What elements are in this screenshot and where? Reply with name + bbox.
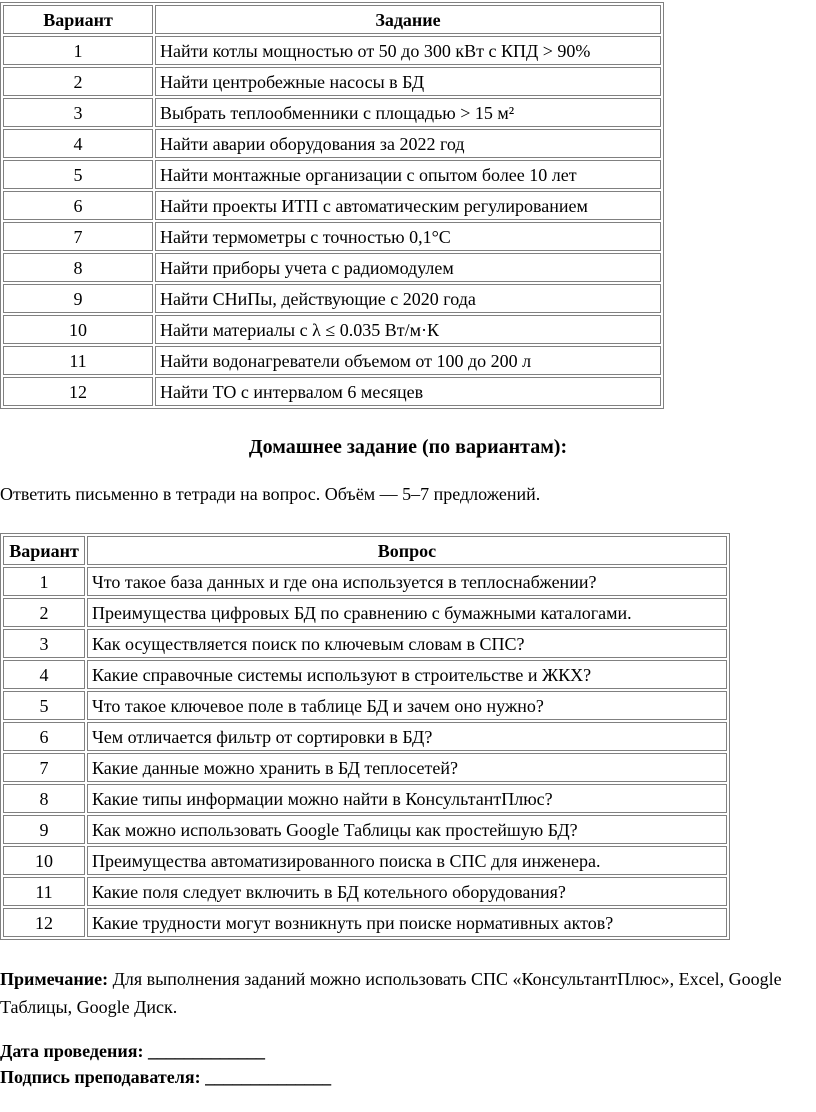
- table-row: [3, 98, 661, 127]
- variant-number: 11: [3, 877, 85, 906]
- signature-blank: ______________: [200, 1067, 332, 1087]
- variant-number: 3: [3, 98, 153, 127]
- signature-label: Подпись преподавателя:: [0, 1067, 201, 1087]
- table-row: [3, 36, 661, 65]
- question-text: Чем отличается фильтр от сортировки в БД?: [87, 722, 727, 751]
- variant-number: 1: [3, 36, 153, 65]
- variant-number: 10: [3, 315, 153, 344]
- variant-number: 6: [3, 722, 85, 751]
- table-row: [3, 629, 727, 658]
- variant-number: 12: [3, 377, 153, 406]
- question-text: Какие трудности могут возникнуть при поиске нормативных актов?: [87, 908, 727, 937]
- date-line: [0, 1041, 265, 1062]
- table-row: [3, 753, 727, 782]
- table-row: [3, 722, 727, 751]
- table-row: [3, 346, 661, 375]
- column-header-variant: Вариант: [3, 5, 153, 34]
- table-row: [3, 222, 661, 251]
- variant-number: 8: [3, 253, 153, 282]
- question-text: Что такое база данных и где она используется в теплоснабжении?: [87, 567, 727, 596]
- variant-number: 10: [3, 846, 85, 875]
- question-text: Какие поля следует включить в БД котельного оборудования?: [87, 877, 727, 906]
- tasks-table: [0, 2, 664, 409]
- table-row: [3, 129, 661, 158]
- date-blank: _____________: [143, 1041, 265, 1061]
- homework-instruction: Ответить письменно в тетради на вопрос. Объём — 5–7 предложений.: [0, 484, 541, 504]
- column-header-question: Вопрос: [87, 536, 727, 565]
- task-text: Найти аварии оборудования за 2022 год: [155, 129, 661, 158]
- task-text: Найти СНиПы, действующие с 2020 года: [155, 284, 661, 313]
- question-text: Какие данные можно хранить в БД теплосетей?: [87, 753, 727, 782]
- task-text: Найти ТО с интервалом 6 месяцев: [155, 377, 661, 406]
- task-text: Найти котлы мощностью от 50 до 300 кВт с КПД > 90%: [155, 36, 661, 65]
- question-text: Что такое ключевое поле в таблице БД и зачем оно нужно?: [87, 691, 727, 720]
- table-row: [3, 284, 661, 313]
- table-row: [3, 691, 727, 720]
- note-label: Примечание:: [0, 969, 109, 989]
- question-text: Преимущества автоматизированного поиска в СПС для инженера.: [87, 846, 727, 875]
- variant-number: 12: [3, 908, 85, 937]
- table-row: [3, 567, 727, 596]
- task-text: Найти центробежные насосы в БД: [155, 67, 661, 96]
- task-text: Найти материалы с λ ≤ 0.035 Вт/м·К: [155, 315, 661, 344]
- variant-number: 5: [3, 691, 85, 720]
- variant-number: 6: [3, 191, 153, 220]
- signature-line: [0, 1067, 331, 1088]
- question-text: Какие типы информации можно найти в КонсультантПлюс?: [87, 784, 727, 813]
- note-paragraph: [0, 965, 812, 1021]
- question-text: Как осуществляется поиск по ключевым словам в СПС?: [87, 629, 727, 658]
- note-text: Для выполнения заданий можно использовать СПС «КонсультантПлюс», Excel, Google Таблицы, Google Диск.: [0, 969, 782, 1017]
- variant-number: 7: [3, 222, 153, 251]
- table-row: [3, 67, 661, 96]
- variant-number: 2: [3, 67, 153, 96]
- task-text: Найти водонагреватели объемом от 100 до 200 л: [155, 346, 661, 375]
- variant-number: 4: [3, 129, 153, 158]
- table-row: [3, 253, 661, 282]
- question-text: Какие справочные системы используют в строительстве и ЖКХ?: [87, 660, 727, 689]
- table-row: [3, 877, 727, 906]
- table-row: [3, 377, 661, 406]
- task-text: Выбрать теплообменники с площадью > 15 м²: [155, 98, 661, 127]
- table-header-row: [3, 5, 661, 34]
- table-header-row: [3, 536, 727, 565]
- table-row: [3, 660, 727, 689]
- table-row: [3, 598, 727, 627]
- table-row: [3, 784, 727, 813]
- task-text: Найти монтажные организации с опытом более 10 лет: [155, 160, 661, 189]
- homework-heading: Домашнее задание (по вариантам):: [248, 436, 568, 458]
- table-row: [3, 846, 727, 875]
- table-row: [3, 160, 661, 189]
- task-text: Найти приборы учета с радиомодулем: [155, 253, 661, 282]
- table-row: [3, 908, 727, 937]
- task-text: Найти термометры с точностью 0,1°C: [155, 222, 661, 251]
- variant-number: 9: [3, 815, 85, 844]
- table-row: [3, 815, 727, 844]
- table-row: [3, 315, 661, 344]
- table-row: [3, 191, 661, 220]
- variant-number: 11: [3, 346, 153, 375]
- task-text: Найти проекты ИТП с автоматическим регулированием: [155, 191, 661, 220]
- variant-number: 7: [3, 753, 85, 782]
- column-header-variant: Вариант: [3, 536, 85, 565]
- variant-number: 9: [3, 284, 153, 313]
- question-text: Преимущества цифровых БД по сравнению с бумажными каталогами.: [87, 598, 727, 627]
- variant-number: 5: [3, 160, 153, 189]
- column-header-task: Задание: [155, 5, 661, 34]
- date-label: Дата проведения:: [0, 1041, 144, 1061]
- questions-table: [0, 533, 730, 940]
- question-text: Как можно использовать Google Таблицы как простейшую БД?: [87, 815, 727, 844]
- variant-number: 2: [3, 598, 85, 627]
- variant-number: 3: [3, 629, 85, 658]
- variant-number: 1: [3, 567, 85, 596]
- variant-number: 8: [3, 784, 85, 813]
- variant-number: 4: [3, 660, 85, 689]
